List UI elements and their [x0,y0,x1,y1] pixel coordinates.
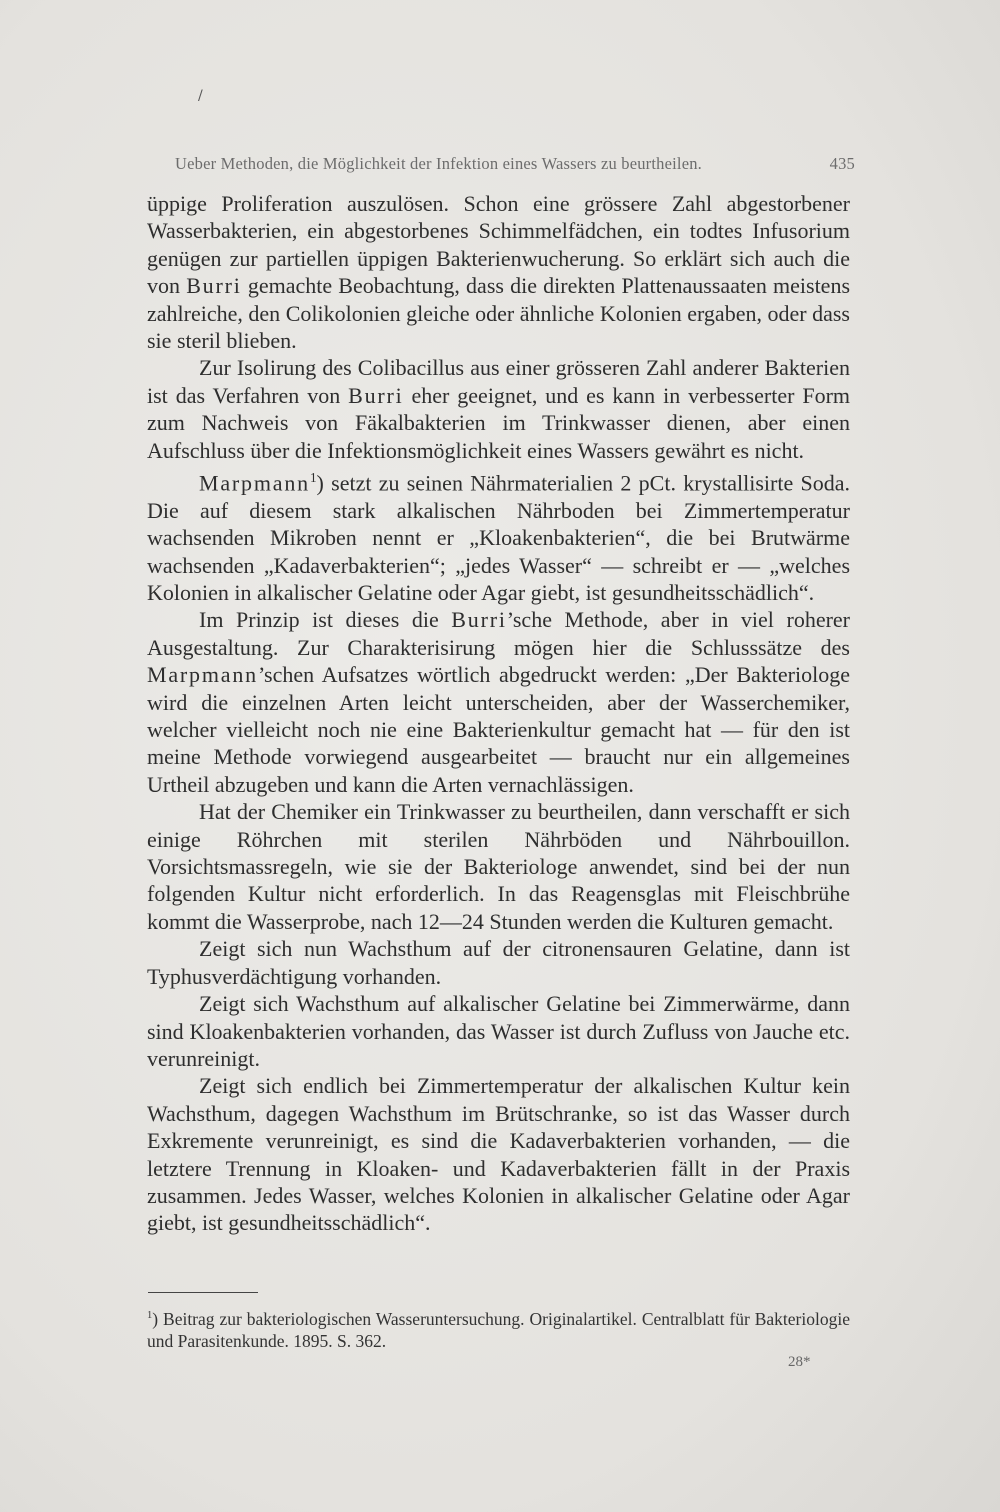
paragraph-3 [147,464,850,606]
author-name-burri: Burri [348,382,404,408]
signature-mark: 28* [788,1354,811,1370]
paragraph-4-b: ’sche Methode, aber in viel roherer Ausgestaltung. Zur Charakterisirung mögen hier die Schlusssätze des [147,607,850,660]
running-head-title: Ueber Methoden, die Möglichkeit der Infektion eines Wassers zu beurtheilen. [175,154,702,173]
footnote-ref: 1 [309,470,317,486]
footnote-text: ) Beitrag zur bakteriologischen Wasseruntersuchung. Originalartikel. Centralblatt für Bakteriologie und Parasitenkunde. 1895. S. 362. [147,1308,850,1351]
paragraph-2-b: eher geeignet, und es kann in verbesserter Form zum Nachweis von Fäkalbakterien im Trinkwasser dienen, aber einen Aufschluss über die Infektionsmöglichkeit eines Wassers gewährt es nicht. [147,382,851,463]
paragraph-4 [147,606,850,798]
paragraph-8: Zeigt sich endlich bei Zimmertemperatur der alkalischen Kultur kein Wachsthum, dagegen Wachsthum im Brütschranke, so ist das Wasser durch Exkremente verunreinigt, es sind die Kadaverbakterien vorhanden, — die letztere Trennung in Kloaken- und Kadaverbakterien fällt in der Praxis zusammen. Jedes Wasser, welches Kolonien in alkalischer Gelatine oder Agar giebt, ist gesundheitsschädlich“. [147,1073,850,1236]
author-name-burri: Burri [451,607,507,633]
paragraph-5: Hat der Chemiker ein Trinkwasser zu beurtheilen, dann verschafft er sich einige Röhrchen mit sterilen Nährböden und Nährbouillon. Vorsichtsmassregeln, wie sie der Bakteriologe anwendet, sind bei der nun folgenden Kultur nicht erforderlich. In das Reagensglas mit Fleischbrühe kommt die Wasserprobe, nach 12—24 Stunden werden die Kulturen gemacht. [147,799,850,934]
paragraph-1 [147,190,850,354]
footnote-rule [148,1292,258,1293]
page-number: 435 [829,154,855,173]
paragraph-6: Zeigt sich nun Wachsthum auf der citronensauren Gelatine, dann ist Typhusverdächtigung vorhanden. [147,936,850,989]
body-text [147,190,850,1237]
paragraph-2 [147,354,850,464]
paragraph-2-a: Zur Isolirung des Colibacillus aus einer grösseren Zahl anderer Bakterien ist das Verfahren von [147,355,850,408]
stray-mark: / [198,88,203,104]
author-name-marpmann: Marpmann [199,470,310,496]
paragraph-4-a: Im Prinzip ist dieses die [199,607,452,633]
paragraph-3-text: ) setzt zu seinen Nährmaterialien 2 pCt. krystallisirte Soda. Die auf diesem stark alkalischen Nährboden bei Zimmertemperatur wachsenden Mikroben nennt er „Kloakenbakterien“, die bei Brutwärme wachsenden „Kadaverbakterien“; „jedes Wasser“ — schreibt er — „welches Kolonien in alkalischer Gelatine oder Agar giebt, ist gesundheitsschädlich“. [147,470,850,606]
footnote-marker: 1 [147,1310,153,1321]
paragraph-1-rest: gemachte Beobachtung, dass die direkten Plattenaussaaten meistens zahlreiche, den Colikolonien gleiche oder ähnliche Kolonien ergaben, oder dass sie steril blieben. [147,273,851,354]
author-name-burri: Burri [186,273,242,299]
paragraph-1-text: üppige Proliferation auszulösen. Schon eine grössere Zahl abgestorbener Wasserbakterien, ein abgestorbenes Schimmelfädchen, ein todtes Infusorium genügen zur partiellen üppigen Bakterienwucherung. So erklärt sich auch die von [147,191,850,299]
footnote [147,1305,850,1352]
author-name-marpmann: Marpmann [147,662,258,688]
running-head [175,154,855,174]
paragraph-4-c: ’schen Aufsatzes wörtlich abgedruckt werden: „Der Bakteriologe wird die einzelnen Arten leicht unterscheiden, aber der Wasserchemiker, welcher vielleicht noch nie eine Bakterienkultur gemacht hat — für den ist meine Methode vorwiegend ausgearbeitet — braucht nur ein allgemeines Urtheil abzugeben und kann die Arten vernachlässigen. [147,662,850,797]
paragraph-7: Zeigt sich Wachsthum auf alkalischer Gelatine bei Zimmerwärme, dann sind Kloakenbakterien vorhanden, das Wasser ist durch Zufluss von Jauche etc. verunreinigt. [147,991,850,1071]
